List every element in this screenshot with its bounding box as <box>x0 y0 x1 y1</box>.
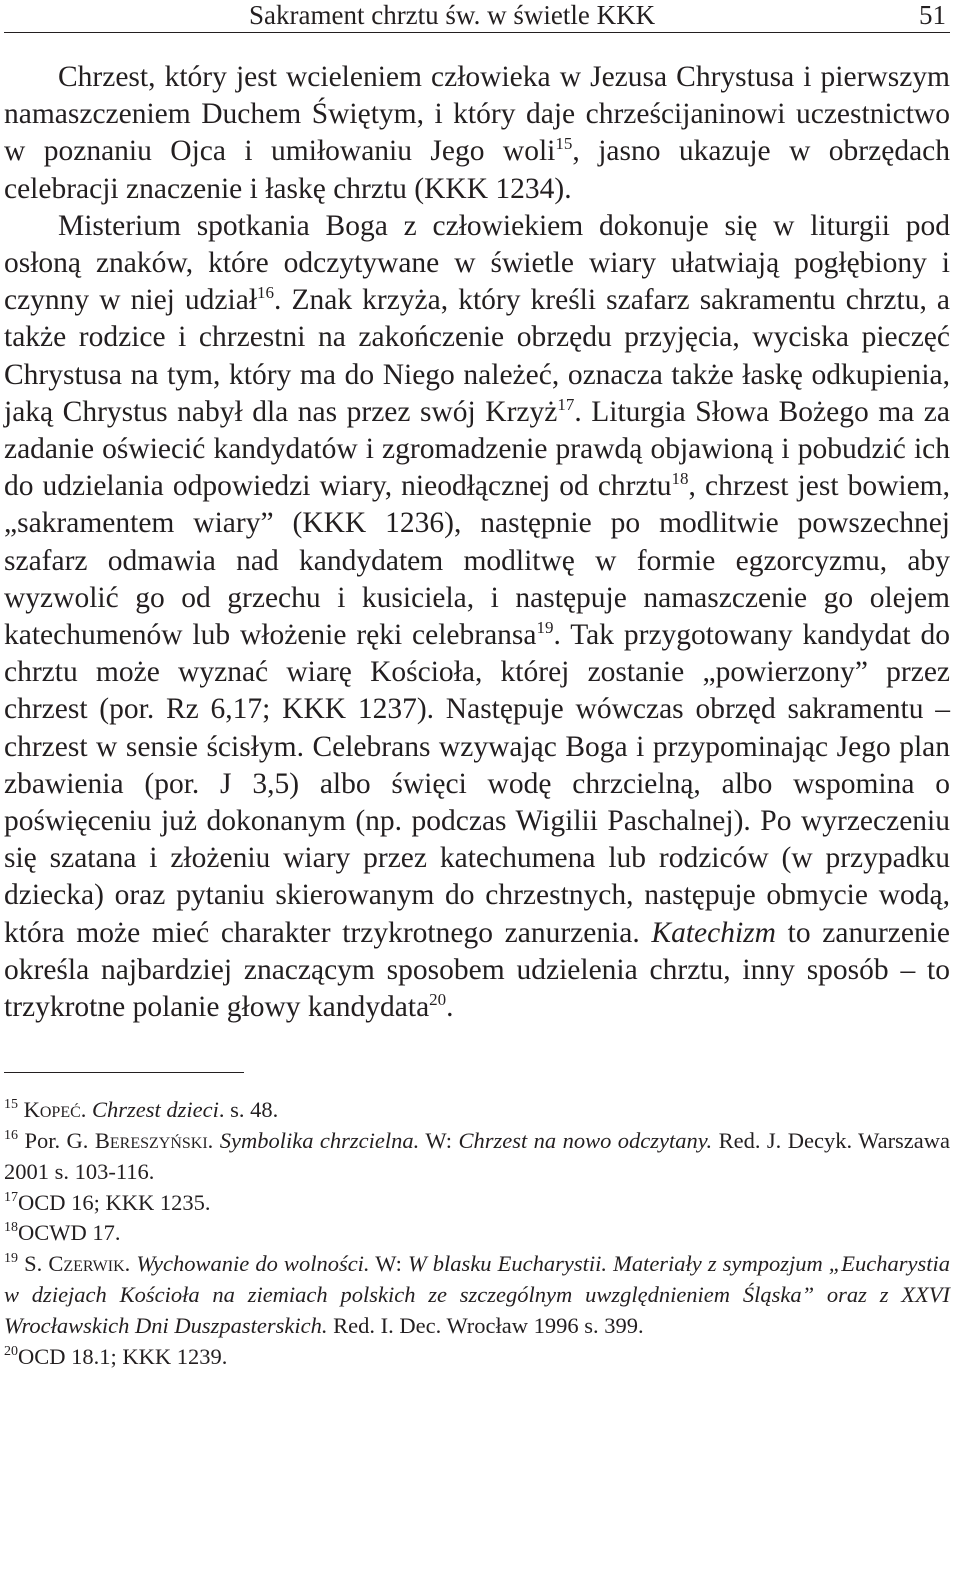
work-title: W blasku Eucharystii. Materiały z sympozjum „Eucharystia w dziejach Kościoła na ziemiach polskich ze szczególnym uwzględnieniem Śląska” oraz z XXVI Wrocławskich Dni Duszpasterskich. <box>4 1251 951 1338</box>
footnote-ref-16[interactable]: 16 <box>257 283 275 303</box>
text-run: Por. G. <box>24 1128 95 1154</box>
text-run: OCD 16; KKK 1235. <box>18 1189 211 1215</box>
text-run: Chrzest, który jest wcieleniem człowieka w Jezusa Chrystusa i pierwszym namaszczeniem Duchem Świętym, i który daje chrześcijaninowi uczestnictwo w poznaniu Ojca i umiłowaniu Jego woli <box>4 61 950 168</box>
italic-term: Katechizm <box>651 916 776 949</box>
text-run: . Znak krzyża, który kreśli szafarz sakramentu chrztu, a także rodzice i chrzestni na zakończenie obrzędu przyjęcia, wyciska pieczęć Chrystusa na tym, który ma do Niego należeć, oznacza także łaskę odkupienia, jaką Chrystus nabył dla nas przez swój Krzyż <box>4 284 950 428</box>
footnote-number: 17 <box>4 1189 18 1205</box>
work-title: Chrzest dzieci <box>92 1097 219 1123</box>
paragraph-1 <box>4 59 950 208</box>
text-run: Red. I. Dec. Wrocław 1996 s. 399. <box>327 1312 644 1338</box>
footnote-number: 16 <box>4 1128 18 1144</box>
text-run: W: <box>419 1128 459 1154</box>
text-run: , jasno ukazuje w obrzędach celebracji znaczenie i łaskę chrztu (KKK 1234). <box>4 135 951 205</box>
footnote-ref-17[interactable]: 17 <box>557 394 575 414</box>
footnote-number: 18 <box>4 1220 18 1236</box>
footnote-number: 19 <box>4 1251 18 1267</box>
text-run: . <box>124 1251 137 1277</box>
text-run: . Liturgia Słowa Bożego ma za zadanie oświecić kandydatów i zgromadzenie prawdą objawioną i pobudzić ich do udzielania odpowiedzi wiary, nieodłącznej od chrztu <box>4 395 950 503</box>
text-run: Red. J. Decyk. Warszawa 2001 s. 103-116. <box>4 1128 951 1184</box>
footnote-number: 20 <box>4 1343 18 1359</box>
footnote-ref-18[interactable]: 18 <box>671 469 689 489</box>
text-run: to zanurzenie określa najbardziej znaczącym sposobem udzielenia chrztu, inny sposób – to trzykrotne polanie głowy kandydata <box>4 916 950 1024</box>
footnote-ref-19[interactable]: 19 <box>536 618 554 638</box>
author-name: Czerwik <box>48 1251 125 1277</box>
footnote-15 <box>4 1095 950 1126</box>
text-run: . <box>207 1128 220 1154</box>
text-run: OCD 18.1; KKK 1239. <box>18 1343 228 1369</box>
text-run: . Tak przygotowany kandydat do chrztu może wyznać wiarę Kościoła, której zostanie „powierzony” przez chrzest (por. Rz 6,17; KKK 1237). Następuje wówczas obrzęd sakramentu – chrzest w sensie ścisłym. Celebrans wzywając Boga i przypominając Jego plan zbawienia (por. J 3,5) albo święci wodę chrzcielną, albo wspomina o poświęceniu już dokonanym (np. podczas Wigilii Paschalnej). Po wyrzeczeniu się szatana i złożeniu wiary przez katechumena lub rodziców (w przypadku dziecka) oraz pytaniu skierowanym do chrzestnych, następuje obmycie wodą, która może mieć charakter trzykrotnego zanurzenia. <box>4 619 950 949</box>
work-title: Wychowanie do wolności. <box>136 1251 370 1277</box>
footnote-separator <box>4 1072 244 1073</box>
author-name: Bereszyński <box>94 1128 208 1154</box>
main-text <box>4 59 950 1026</box>
footnote-20 <box>4 1342 950 1373</box>
footnote-17 <box>4 1188 950 1219</box>
footnote-19 <box>4 1249 950 1341</box>
footnote-ref-20[interactable]: 20 <box>429 990 447 1010</box>
text-run: . <box>446 991 454 1024</box>
text-run: Misterium spotkania Boga z człowiekiem dokonuje się w liturgii pod osłoną znaków, które odczytywane w świetle wiary ułatwiają pogłębiony i czynny w niej udział <box>4 209 950 317</box>
page-number: 51 <box>919 0 946 30</box>
footnote-18 <box>4 1218 950 1249</box>
text-run: , chrzest jest bowiem, „sakramentem wiary” (KKK 1236), następnie po modlitwie powszechnej szafarz odmawia nad kandydatem modlitwę w formie egzorcyzmu, aby wyzwolić go od grzechu i kusiciela, i następuje namaszczenie go olejem katechumenów lub włożenie ręki celebransa <box>4 470 950 652</box>
text-run: . <box>80 1097 93 1123</box>
running-title: Sakrament chrztu św. w świetle KKK <box>249 0 656 30</box>
footnote-number: 15 <box>4 1097 18 1113</box>
paragraph-2 <box>4 208 950 1026</box>
footnote-ref-15[interactable]: 15 <box>555 134 573 154</box>
text-run: W: <box>369 1251 408 1277</box>
work-title: Chrzest na nowo odczytany. <box>458 1128 713 1154</box>
author-name: Kopeć <box>23 1097 81 1123</box>
footnotes <box>4 1095 950 1372</box>
text-run: S. <box>24 1251 49 1277</box>
text-run: OCWD 17. <box>18 1220 121 1246</box>
work-title: Symbolika chrzcielna. <box>219 1128 420 1154</box>
running-header <box>4 0 950 33</box>
footnote-16 <box>4 1126 950 1188</box>
text-run: . s. 48. <box>218 1097 279 1123</box>
